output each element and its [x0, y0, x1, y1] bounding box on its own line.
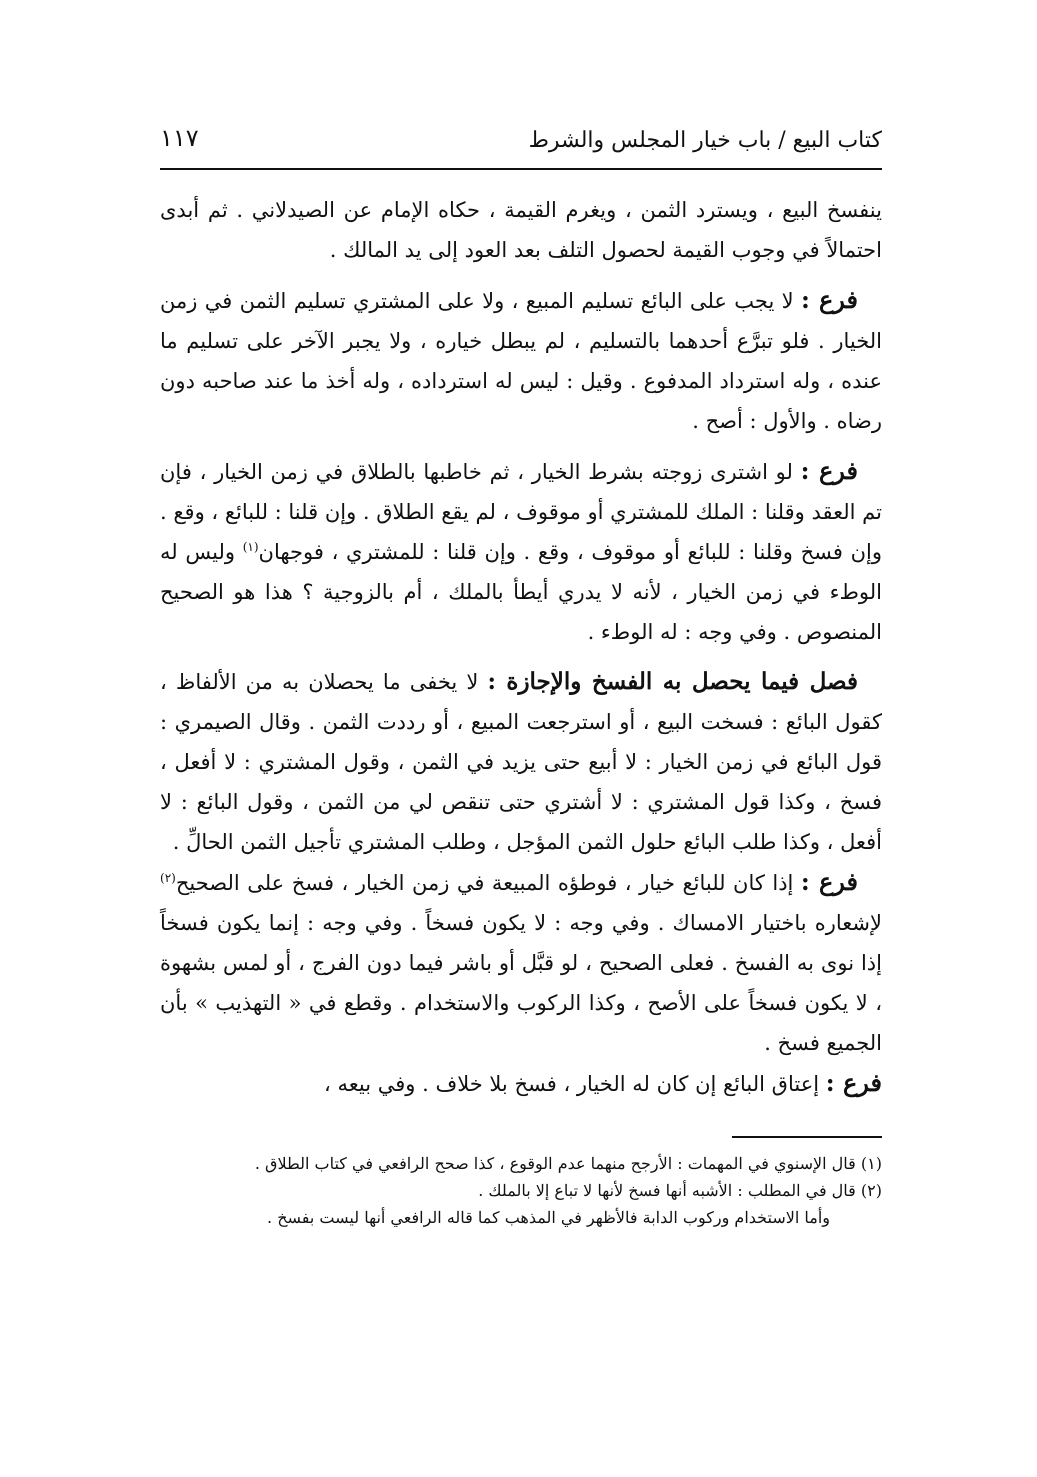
footnote-1: (١) قال الإسنوي في المهمات : الأرجح منهما عدم الوقوع ، كذا صحح الرافعي في كتاب الطلاق . — [254, 1154, 882, 1173]
footnote-2-continued: وأما الاستخدام وركوب الدابة فالأظهر في المذهب كما قاله الرافعي أنها ليست بفسخ . — [267, 1208, 830, 1227]
paragraph-gap — [160, 652, 882, 662]
paragraph-3 — [160, 451, 882, 652]
footnotes — [160, 1150, 882, 1231]
page-number: ١١٧ — [160, 124, 199, 152]
paragraph-5 — [160, 862, 882, 1063]
paragraph-1-text: ينفسخ البيع ، ويسترد الثمن ، ويغرم القيمة ، حكاه الإمام عن الصيدلاني . ثم أبدى احتمالاً في وجوب القيمة لحصول التلف بعد العود إلى يد المالك . — [160, 198, 882, 262]
paragraph-1 — [160, 190, 882, 270]
paragraph-3-text-b: وليس له الوطء في زمن الخيار ، لأنه لا يدري أيطأ بالملك ، أم بالزوجية ؟ هذا هو الصحيح المنصوص . وفي وجه : له الوطء . — [160, 540, 882, 644]
paragraph-gap — [160, 270, 882, 280]
paragraph-2-lead: فرع : — [801, 285, 858, 314]
paragraph-6-lead: فرع : — [825, 1068, 882, 1097]
page-header — [160, 120, 882, 164]
paragraph-6-text: إعتاق البائع إن كان له الخيار ، فسخ بلا خلاف . وفي بيعه ، — [324, 1072, 820, 1096]
body-text — [160, 190, 882, 1104]
paragraph-2-text: لا يجب على البائع تسليم المبيع ، ولا على المشتري تسليم الثمن في زمن الخيار . فلو تبرَّع أحدهما بالتسليم ، لم يبطل خياره ، ولا يجبر الآخر على تسليم ما عنده ، وله استرداد المدفوع . وقيل : ليس له استرداده ، وله أخذ ما عند صاحبه دون رضاه . والأول : أصح . — [160, 289, 882, 433]
paragraph-gap — [160, 441, 882, 451]
paragraph-5-text-b: لإشعاره باختيار الامساك . وفي وجه : لا يكون فسخاً . وفي وجه : إنما يكون فسخاً إذا نوى به الفسخ . فعلى الصحيح ، لو قبَّل أو باشر فيما دون الفرج ، أو لمس بشهوة ، لا يكون فسخاً على الأصح ، وكذا الركوب والاستخدام . وقطع في « التهذيب » بأن الجميع فسخ . — [160, 911, 882, 1055]
header-rule — [160, 168, 882, 170]
footnote-ref-2[interactable]: (٢) — [160, 871, 176, 885]
paragraph-2 — [160, 280, 882, 441]
running-title: كتاب البيع / باب خيار المجلس والشرط — [528, 128, 882, 153]
paragraph-3-lead: فرع : — [800, 456, 858, 485]
paragraph-3-text-a: لو اشترى زوجته بشرط الخيار ، ثم خاطبها بالطلاق في زمن الخيار ، فإن تم العقد وقلنا : الملك للمشتري أو موقوف ، لم يقع الطلاق . وإن قلنا : للبائع ، وقع . وإن فسخ وقلنا : للبائع أو موقوف ، وقع . وإن قلنا : للمشتري ، فوجهان — [160, 460, 883, 564]
section-heading: فصل فيما يحصل به الفسخ والإجازة : — [487, 668, 858, 695]
paragraph-4 — [160, 662, 882, 862]
paragraph-6 — [160, 1063, 882, 1104]
footnote-ref-1[interactable]: (١) — [242, 540, 259, 554]
footnote-2: (٢) قال في المطلب : الأشبه أنها فسخ لأنها لا تباع إلا بالملك . — [478, 1181, 882, 1200]
book-page — [160, 120, 882, 1231]
paragraph-4-text: لا يخفى ما يحصلان به من الألفاظ ، كقول البائع : فسخت البيع ، أو استرجعت المبيع ، أو رددت الثمن . وقال الصيمري : قول البائع في زمن الخيار : لا أبيع حتى يزيد في الثمن ، وقول المشتري : لا أفعل ، فسخ ، وكذا قول المشتري : لا أشتري حتى تنقص لي من الثمن ، وقول البائع : لا أفعل ، وكذا طلب البائع حلول الثمن المؤجل ، وطلب المشتري تأجيل الثمن الحالِّ . — [160, 670, 882, 854]
paragraph-5-lead: فرع : — [800, 867, 858, 896]
paragraph-5-text-a: إذا كان للبائع خيار ، فوطؤه المبيعة في زمن الخيار ، فسخ على الصحيح — [175, 871, 794, 895]
footnote-rule — [732, 1136, 882, 1138]
